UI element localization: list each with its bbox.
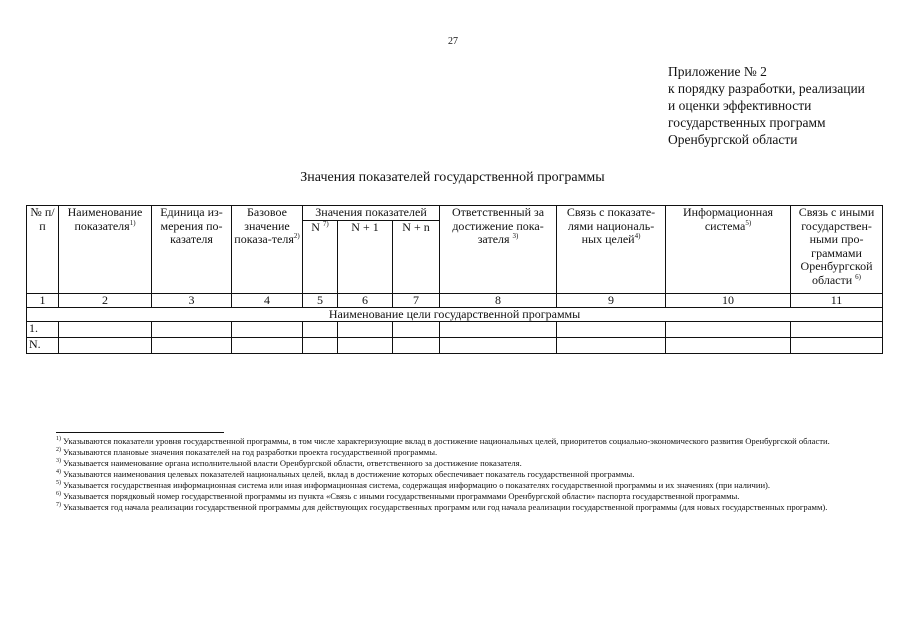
header-info-system bbox=[666, 206, 791, 294]
column-number: 6 bbox=[338, 293, 393, 307]
header-label: Связь с иными государствен-ными про-граммами Оренбургской области bbox=[798, 205, 875, 287]
table-cell bbox=[666, 337, 791, 353]
table-cell bbox=[152, 337, 232, 353]
header-label: Ответственный за достижение пока-зателя bbox=[451, 205, 545, 246]
footnote-marker: 6) bbox=[56, 491, 61, 498]
header-indicator-name bbox=[59, 206, 152, 294]
column-number: 11 bbox=[791, 293, 883, 307]
footnote bbox=[56, 447, 882, 458]
appendix-line: к порядку разработки, реализации bbox=[668, 81, 865, 96]
footnote-marker: 1) bbox=[56, 436, 61, 443]
footnote-ref: 3) bbox=[512, 232, 519, 240]
footnote-text: Указывается государственная информационная система или иная информационная система, содержащая информацию о показателях государственной программы и их значениях (при наличии). bbox=[63, 480, 771, 490]
header-label: Наименование показателя bbox=[67, 205, 143, 233]
table-cell bbox=[557, 337, 666, 353]
header-label: Связь с показате-лями националь-ных целей bbox=[566, 205, 656, 246]
column-number: 7 bbox=[393, 293, 440, 307]
column-number: 3 bbox=[152, 293, 232, 307]
header-year-n-plus-n: N + n bbox=[393, 220, 440, 293]
footnote-ref: 1) bbox=[129, 218, 136, 227]
footnote-marker: 7) bbox=[56, 502, 61, 509]
goal-row: Наименование цели государственной программы bbox=[27, 307, 883, 321]
column-number: 9 bbox=[557, 293, 666, 307]
header-values-group: Значения показателей bbox=[303, 206, 440, 221]
header-label: Базовое значение показа-теля bbox=[234, 205, 294, 246]
footnote-marker: 2) bbox=[56, 447, 61, 454]
footnote-text: Указываются плановые значения показателей на год разработки проекта государственной программы. bbox=[63, 447, 438, 457]
row-number: 1. bbox=[27, 321, 59, 337]
header-unit: Единица из-мерения по-казателя bbox=[152, 206, 232, 294]
indicators-table bbox=[26, 205, 883, 354]
footnote-marker: 3) bbox=[56, 458, 61, 465]
footnote bbox=[56, 502, 882, 513]
header-national-goals bbox=[557, 206, 666, 294]
table-cell bbox=[338, 321, 393, 337]
column-number: 2 bbox=[59, 293, 152, 307]
table-cell bbox=[232, 337, 303, 353]
header-year-n-plus-1: N + 1 bbox=[338, 220, 393, 293]
row-number: N. bbox=[27, 337, 59, 353]
footnote-text: Указывается наименование органа исполнительной власти Оренбургской области, ответственного за достижение показателя. bbox=[63, 458, 522, 468]
table-cell bbox=[666, 321, 791, 337]
header-label: N bbox=[311, 220, 320, 234]
footnote bbox=[56, 469, 882, 480]
column-number: 5 bbox=[303, 293, 338, 307]
footnotes bbox=[56, 436, 882, 513]
footnote-text: Указывается год начала реализации государственной программы для действующих государственных программ или год начала реализации государственной программы (для новых государственных программ). bbox=[63, 502, 828, 512]
table-cell bbox=[303, 321, 338, 337]
appendix-line: Оренбургской области bbox=[668, 132, 798, 147]
footnote-ref: 5) bbox=[745, 218, 752, 227]
footnote-text: Указывается порядковый номер государственной программы из пункта «Связь с иными государственными программами Оренбургской области» паспорта государственной программы. bbox=[63, 491, 740, 501]
footnote-marker: 4) bbox=[56, 469, 61, 476]
footnote bbox=[56, 436, 882, 447]
footnote-ref: 6) bbox=[855, 272, 862, 281]
header-responsible bbox=[440, 206, 557, 294]
appendix-line: государственных программ bbox=[668, 115, 826, 130]
table-cell bbox=[393, 337, 440, 353]
footnote-text: Указываются наименования целевых показателей национальных целей, вклад в достижение которых обеспечивает показатель государственной программы. bbox=[63, 469, 635, 479]
appendix-line: и оценки эффективности bbox=[668, 98, 812, 113]
footnote bbox=[56, 480, 882, 491]
table-cell bbox=[791, 337, 883, 353]
table-row bbox=[27, 321, 883, 337]
column-number: 4 bbox=[232, 293, 303, 307]
table-cell bbox=[440, 337, 557, 353]
appendix-line: Приложение № 2 bbox=[668, 64, 767, 79]
header-label: Информационная система bbox=[683, 205, 774, 233]
appendix-heading bbox=[668, 63, 865, 148]
footnote-divider bbox=[56, 432, 224, 433]
footnote-ref: 4) bbox=[634, 232, 641, 240]
header-base-value bbox=[232, 206, 303, 294]
footnote-marker: 5) bbox=[56, 480, 61, 487]
table-cell bbox=[232, 321, 303, 337]
footnote bbox=[56, 458, 882, 469]
table-cell bbox=[393, 321, 440, 337]
header-other-programs bbox=[791, 206, 883, 294]
footnote bbox=[56, 491, 882, 502]
table-cell bbox=[440, 321, 557, 337]
document-title: Значения показателей государственной программы bbox=[300, 170, 605, 185]
table-cell bbox=[59, 337, 152, 353]
column-number: 1 bbox=[27, 293, 59, 307]
header-year-n bbox=[303, 220, 338, 293]
table-cell bbox=[791, 321, 883, 337]
column-number: 10 bbox=[666, 293, 791, 307]
table-cell bbox=[303, 337, 338, 353]
table-cell bbox=[557, 321, 666, 337]
column-numbers-row bbox=[27, 293, 883, 307]
header-num: № п/п bbox=[27, 206, 59, 294]
column-number: 8 bbox=[440, 293, 557, 307]
table-cell bbox=[59, 321, 152, 337]
footnote-ref: 2) bbox=[293, 232, 300, 240]
table-cell bbox=[152, 321, 232, 337]
footnote-ref: 7) bbox=[322, 220, 329, 228]
table-cell bbox=[338, 337, 393, 353]
table-row bbox=[27, 337, 883, 353]
page-number: 27 bbox=[448, 36, 458, 47]
footnote-text: Указываются показатели уровня государственной программы, в том числе характеризующие вклад в достижение национальных целей, приоритетов социально-экономического развития Оренбургской области. bbox=[63, 436, 830, 446]
